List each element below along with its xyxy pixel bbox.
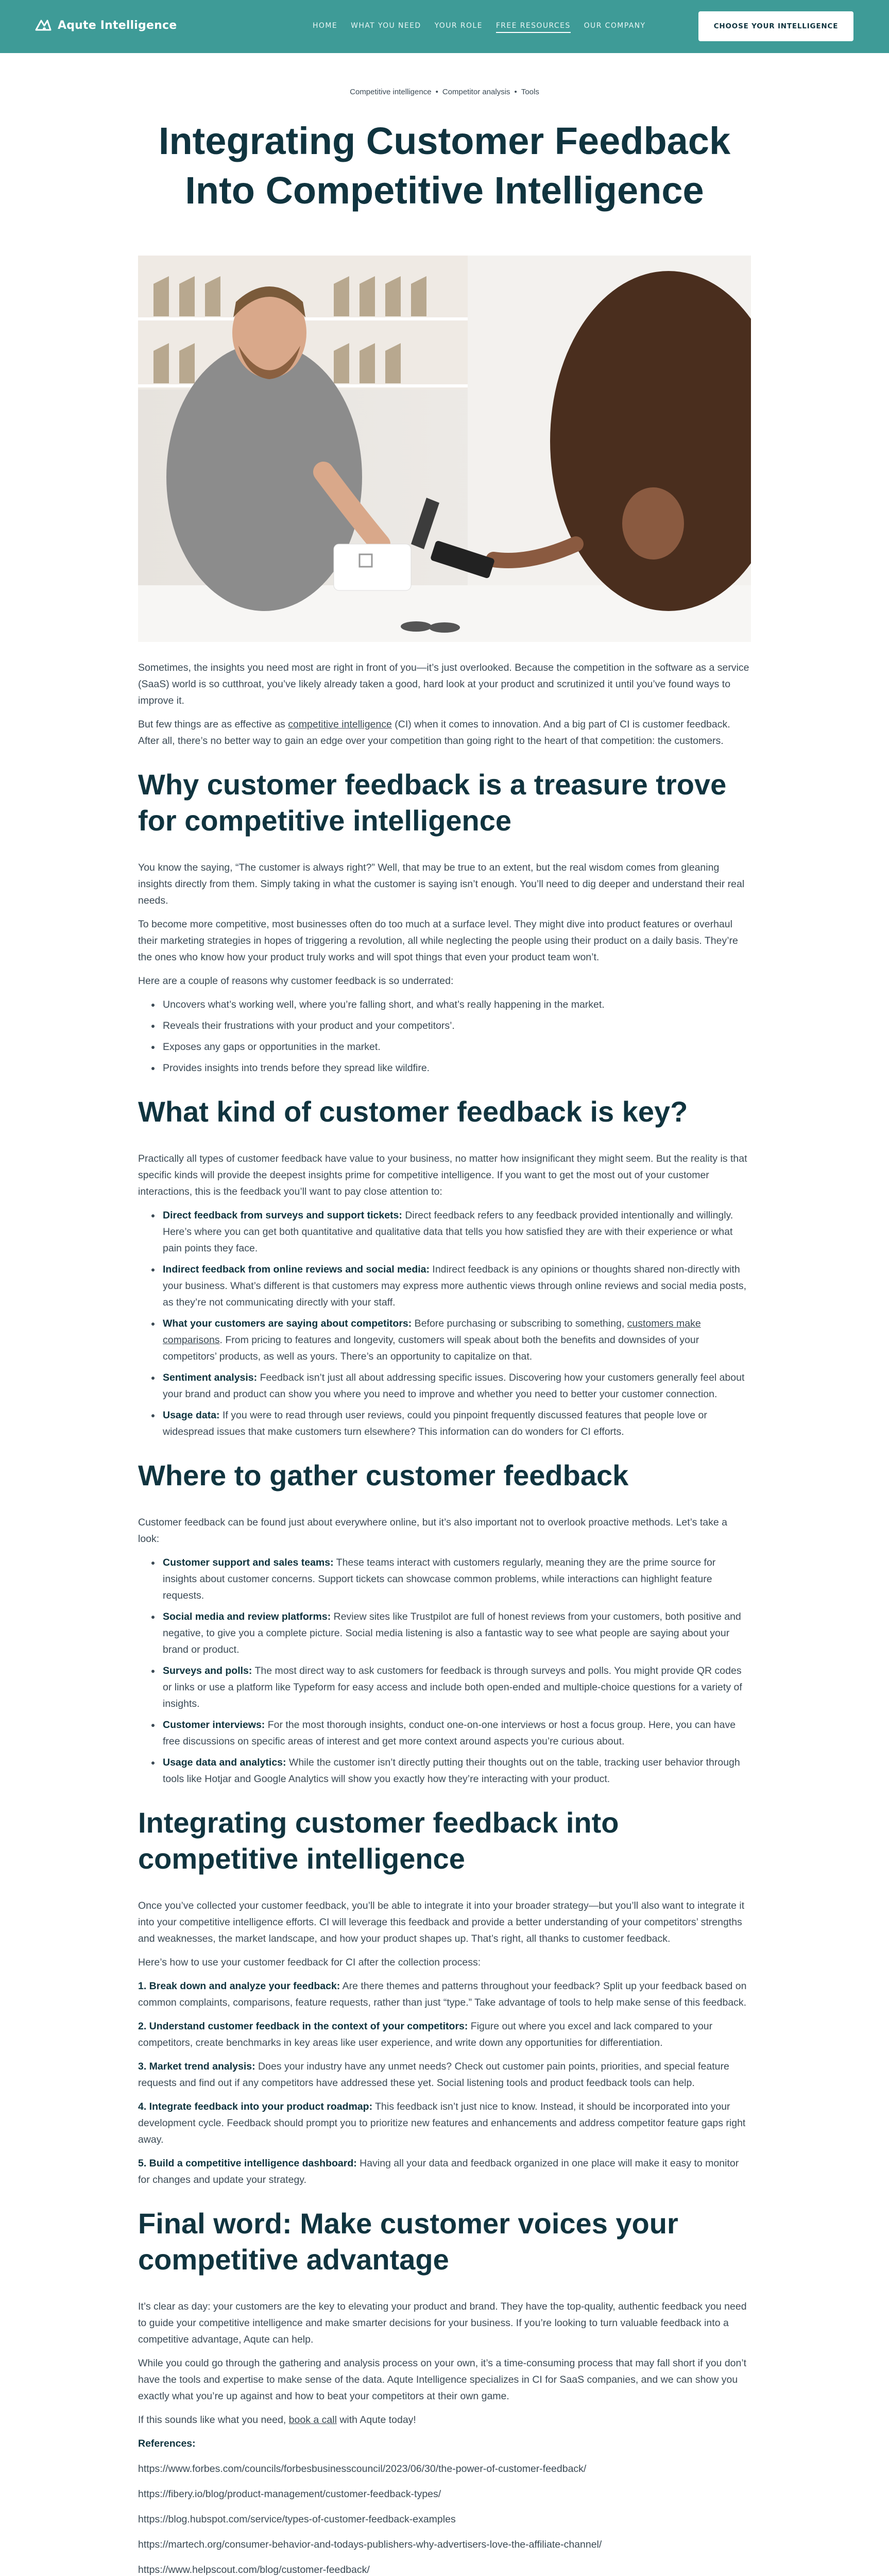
list-item bbox=[161, 1754, 751, 1787]
section-paragraph: Customer feedback can be found just about everywhere online, but it’s also important not to overlook proactive methods. Let’s take a look: bbox=[138, 1517, 727, 1545]
section-heading-what-kind: What kind of customer feedback is key? bbox=[138, 1095, 688, 1128]
item-text: These teams interact with customers regularly, meaning they are the prime source for insights about customer concerns. Support tickets can showcase common problems, while interactions can highlight feature requests. bbox=[163, 1557, 716, 1601]
hero-photo-illustration bbox=[138, 256, 751, 642]
competitive-intelligence-link[interactable]: competitive intelligence bbox=[288, 719, 392, 730]
list-item bbox=[161, 1407, 751, 1440]
feedback-types-list bbox=[161, 1207, 751, 1440]
step-label: 3. Market trend analysis: bbox=[138, 2061, 255, 2072]
item-label: What your customers are saying about competitors: bbox=[163, 1318, 412, 1329]
item-text: Indirect feedback is any opinions or thoughts shared non-directly with your business. What’s different is that customers may express more authentic views through online reviews and social media posts, as they’re not communicating directly with your staff. bbox=[163, 1264, 746, 1308]
reference-link[interactable]: https://fibery.io/blog/product-management/customer-feedback-types/ bbox=[138, 2488, 441, 2500]
item-label: Customer support and sales teams: bbox=[163, 1557, 334, 1568]
brand-name: Aqute Intelligence bbox=[58, 19, 177, 32]
references-heading: References: bbox=[138, 2438, 196, 2449]
hero-image bbox=[138, 256, 751, 642]
tag-separator: • bbox=[435, 88, 438, 96]
customers-make-comparisons-link[interactable]: customers make comparisons bbox=[163, 1318, 701, 1346]
references-label bbox=[138, 2435, 751, 2452]
item-label: Direct feedback from surveys and support tickets: bbox=[163, 1210, 402, 1221]
brand-logo[interactable] bbox=[34, 18, 177, 33]
item-label: Usage data and analytics: bbox=[163, 1757, 286, 1768]
section-paragraph: Here are a couple of reasons why customer feedback is so underrated: bbox=[138, 975, 454, 987]
section-paragraph: Here’s how to use your customer feedback for CI after the collection process: bbox=[138, 1957, 481, 1968]
section-paragraph bbox=[138, 2412, 751, 2428]
step-label: 5. Build a competitive intelligence dashboard: bbox=[138, 2158, 357, 2169]
item-text: Feedback isn’t just all about addressing specific issues. Discovering how your customers generally feel about your brand and product can show you where you need to improve and whether you need to better your customer connection. bbox=[163, 1372, 745, 1400]
item-text: If you were to read through user reviews, could you pinpoint frequently discussed features that people love or widespread issues that make customers turn elsewhere? This information can do wonders for CI efforts. bbox=[163, 1410, 707, 1437]
section-paragraph: Once you’ve collected your customer feedback, you’ll be able to integrate it into your broader strategy—but you’ll also want to integrate it into your competitive intelligence efforts. CI will leverage this feedback and provide a better understanding of your competitors’ strengths and weaknesses, the market landscape, and how your product shapes up. That’s right, all thanks to customer feedback. bbox=[138, 1900, 745, 1944]
page-title: Integrating Customer Feedback Into Competitive Intelligence bbox=[158, 120, 731, 212]
step-paragraph bbox=[138, 2098, 751, 2148]
step-label: 1. Break down and analyze your feedback: bbox=[138, 1980, 340, 1992]
nav-our-company[interactable]: OUR COMPANY bbox=[584, 22, 646, 30]
list-item: • Provides insights into trends before they spread like wildfire. bbox=[161, 1060, 751, 1076]
list-item bbox=[161, 1554, 751, 1604]
section-paragraph: Practically all types of customer feedback have value to your business, no matter how insignificant they might seem. But the reality is that specific kinds will provide the deepest insights prime for competitive intelligence. If you want to get the most out of your customer interactions, this is the feedback you’ll want to pay close attention to: bbox=[138, 1153, 747, 1197]
post-tags bbox=[0, 88, 889, 96]
step-label: 2. Understand customer feedback in the context of your competitors: bbox=[138, 2021, 468, 2032]
section-heading-final-word: Final word: Make customer voices your competitive advantage bbox=[138, 2207, 678, 2276]
tag-competitor-analysis[interactable]: Competitor analysis bbox=[442, 88, 510, 96]
item-text: Direct feedback refers to any feedback provided intentionally and willingly. Here’s where you can get both quantitative and qualitative data that tells you how satisfied they are with their experience or what pain points they face. bbox=[163, 1210, 733, 1254]
list-item bbox=[161, 1717, 751, 1750]
nav-free-resources[interactable]: FREE RESOURCES bbox=[496, 22, 571, 33]
aqute-logo-icon bbox=[34, 18, 53, 33]
sources-list bbox=[161, 1554, 751, 1787]
list-item: • Reveals their frustrations with your product and your competitors’. bbox=[161, 1018, 751, 1034]
tag-tools[interactable]: Tools bbox=[521, 88, 539, 96]
item-label: Surveys and polls: bbox=[163, 1665, 252, 1676]
book-a-call-link[interactable]: book a call bbox=[288, 2414, 337, 2426]
step-label: 4. Integrate feedback into your product roadmap: bbox=[138, 2101, 373, 2112]
item-label: Sentiment analysis: bbox=[163, 1372, 258, 1383]
item-label: Social media and review platforms: bbox=[163, 1611, 331, 1622]
nav-home[interactable]: HOME bbox=[313, 22, 338, 30]
choose-intelligence-button[interactable]: CHOOSE YOUR INTELLIGENCE bbox=[698, 11, 853, 41]
section-paragraph: To become more competitive, most businesses often do too much at a surface level. They might dive into product features or overhaul their marketing strategies in hopes of triggering a revolution, all while neglecting the people using their product on a daily basis. They’re the ones who know how your product truly works and will spot things that even your product team won’t. bbox=[138, 919, 738, 963]
list-item bbox=[161, 1608, 751, 1658]
text: (CI) when it comes to innovation. And a big part of CI is customer feedback. After all, there’s no better way to gain an edge over your competition than going right to the heart of that competition: the customers. bbox=[138, 719, 730, 747]
list-item bbox=[161, 1663, 751, 1712]
tag-separator: • bbox=[514, 88, 517, 96]
reference-link[interactable]: https://www.forbes.com/councils/forbesbusinesscouncil/2023/06/30/the-power-of-customer-feedback/ bbox=[138, 2463, 587, 2475]
section-paragraph: While you could go through the gathering and analysis process on your own, it’s a time-consuming process that may fall short if you don’t have the tools and expertise to make sense of the data. Aqute Intelligence specializes in CI for SaaS companies, and we can show you exactly what you’re up against and how to beat your competitors at their own game. bbox=[138, 2358, 747, 2402]
reference-link[interactable]: https://www.helpscout.com/blog/customer-feedback/ bbox=[138, 2564, 370, 2575]
reference-link[interactable]: https://blog.hubspot.com/service/types-of-customer-feedback-examples bbox=[138, 2514, 456, 2525]
text: If this sounds like what you need, bbox=[138, 2414, 289, 2426]
step-paragraph bbox=[138, 1978, 751, 2011]
nav-your-role[interactable]: YOUR ROLE bbox=[434, 22, 483, 30]
section-paragraph: It’s clear as day: your customers are the key to elevating your product and brand. They have the top-quality, authentic feedback you need to guide your competitive intelligence and make smarter decisions for your business. If you’re looking to turn valuable feedback into a competitive advantage, Aqute can help. bbox=[138, 2301, 747, 2345]
section-heading-why: Why customer feedback is a treasure trove for competitive intelligence bbox=[138, 768, 727, 837]
item-label: Indirect feedback from online reviews and social media: bbox=[163, 1264, 430, 1275]
section-heading-integrating: Integrating customer feedback into competitive intelligence bbox=[138, 1806, 619, 1875]
text: with Aqute today! bbox=[336, 2414, 416, 2426]
list-item: • Exposes any gaps or opportunities in the market. bbox=[161, 1039, 751, 1055]
step-text: Figure out where you excel and lack compared to your competitors, create benchmarks in key areas like user experience, and write down any opportunities for differentiation. bbox=[138, 2021, 713, 2048]
item-text: For the most thorough insights, conduct one-on-one interviews or host a focus group. Here, you can have free discussions on specific areas of interest and get more context around aspects you’re curious about. bbox=[163, 1719, 736, 1747]
main-nav bbox=[313, 22, 659, 33]
item-label: Usage data: bbox=[163, 1410, 220, 1421]
step-paragraph bbox=[138, 2155, 751, 2188]
step-text: Does your industry have any unmet needs? Check out customer pain points, priorities, and special feature requests and find out if any competitors have addressed these yet. Social listening tools and product feedback tools can help. bbox=[138, 2061, 729, 2089]
step-text: This feedback isn’t just nice to know. Instead, it should be incorporated into your development cycle. Feedback should prompt you to prioritize new features and enhancements and address competitor feature gaps right away. bbox=[138, 2101, 746, 2145]
item-text: . From pricing to features and longevity, customers will speak about both the benefits and downsides of your competitors’ products, as well as yours. There’s an opportunity to capitalize on that. bbox=[163, 1334, 699, 1362]
section-paragraph: You know the saying, “The customer is always right?” Well, that may be true to an extent, but the real wisdom comes from gleaning insights directly from them. Simply taking in what the customer is saying isn’t enough. You’ll need to dig deeper and understand their real needs. bbox=[138, 862, 745, 906]
list-item: • Uncovers what’s working well, where you’re falling short, and what’s really happening in the market. bbox=[161, 996, 751, 1013]
article-body bbox=[138, 659, 751, 2576]
item-label: Customer interviews: bbox=[163, 1719, 265, 1731]
step-text: Are there themes and patterns throughout your feedback? Split up your feedback based on common complaints, comparisons, feature requests, rather than just “type.” Take advantage of tools to help make sense of this feedback. bbox=[138, 1980, 747, 2008]
step-paragraph bbox=[138, 2058, 751, 2091]
intro-paragraph-2 bbox=[138, 716, 751, 749]
list-item bbox=[161, 1315, 751, 1365]
list-item bbox=[161, 1261, 751, 1311]
top-navigation-bar bbox=[0, 0, 889, 53]
item-text: While the customer isn’t directly putting their thoughts out on the table, tracking user behavior through tools like Hotjar and Google Analytics will show you exactly how they’re interacting with your product. bbox=[163, 1757, 740, 1785]
reasons-list bbox=[161, 996, 751, 1076]
intro-paragraph-1: Sometimes, the insights you need most are right in front of you—it’s just overlooked. Because the competition in the software as a service (SaaS) world is so cutthroat, you’ve likely already taken a good, hard look at your product and scrutinized it until you’ve found ways to improve it. bbox=[138, 662, 749, 706]
list-item bbox=[161, 1207, 751, 1257]
text: But few things are as effective as bbox=[138, 719, 288, 730]
tag-competitive-intelligence[interactable]: Competitive intelligence bbox=[350, 88, 432, 96]
item-text: Review sites like Trustpilot are full of honest reviews from your customers, both positive and negative, to give you a complete picture. Social media listening is also a fantastic way to see what people are saying about your brand or product. bbox=[163, 1611, 741, 1655]
section-heading-where: Where to gather customer feedback bbox=[138, 1459, 629, 1492]
step-text: Having all your data and feedback organized in one place will make it easy to monitor for changes and update your strategy. bbox=[138, 2158, 739, 2185]
item-text: The most direct way to ask customers for feedback is through surveys and polls. You might provide QR codes or links or use a platform like Typeform for easy access and include both open-ended and multiple-choice questions for a variety of insights. bbox=[163, 1665, 742, 1709]
item-text: Before purchasing or subscribing to something, bbox=[412, 1318, 627, 1329]
list-item bbox=[161, 1369, 751, 1402]
step-paragraph bbox=[138, 2018, 751, 2051]
nav-what-you-need[interactable]: WHAT YOU NEED bbox=[351, 22, 421, 30]
reference-link[interactable]: https://martech.org/consumer-behavior-and-todays-publishers-why-advertisers-love-the-affiliate-channel/ bbox=[138, 2539, 602, 2550]
